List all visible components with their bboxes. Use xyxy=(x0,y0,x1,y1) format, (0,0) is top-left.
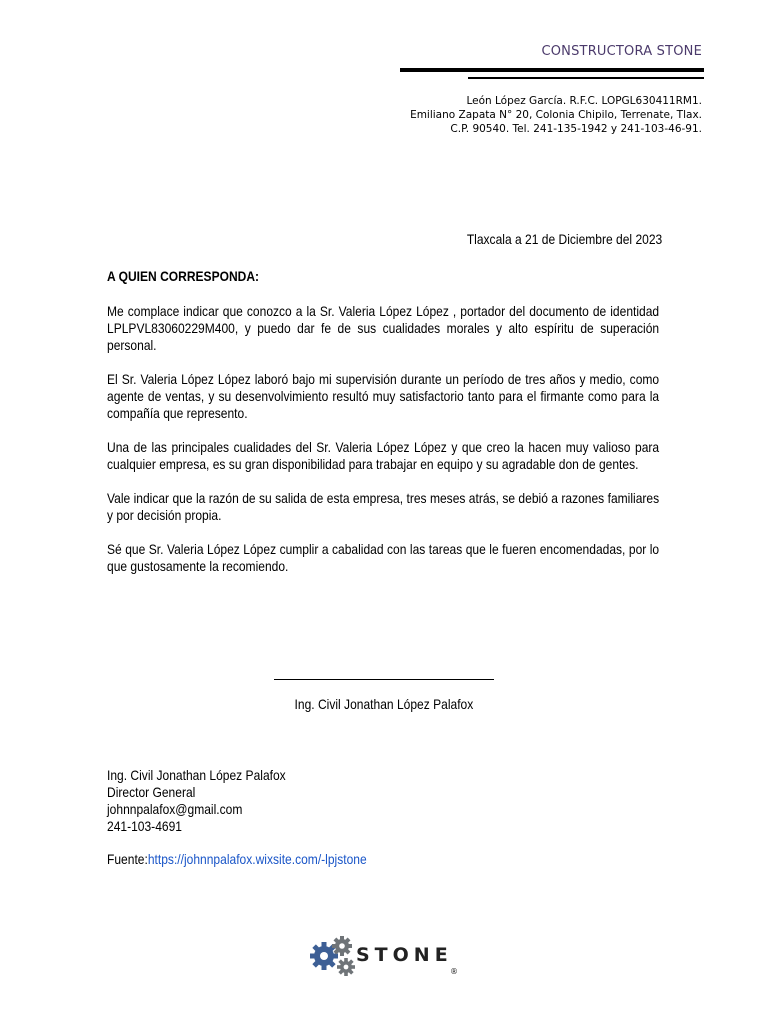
address-line: C.P. 90540. Tel. 241-135-1942 y 241-103-46-91. xyxy=(450,123,702,135)
signature-name: Ing. Civil Jonathan López Palafox xyxy=(294,696,474,712)
paragraph: El Sr. Valeria López López laboró bajo mi supervisión durante un período de tres años y medio, como agente de ventas, y su desenvolvimiento resultó muy satisfactorio tanto para el firmante como para la compañía que represento. xyxy=(107,371,660,421)
paragraph: Una de las principales cualidades del Sr. Valeria López López y que creo la hacen muy valioso para cualquier empresa, es su gran disponibilidad para trabajar en equipo y su agradable don de gentes. xyxy=(107,439,660,472)
contact-block xyxy=(107,767,286,835)
contact-email: johnnpalafox@gmail.com xyxy=(107,801,243,817)
signature-block xyxy=(0,696,768,712)
contact-name: Ing. Civil Jonathan López Palafox xyxy=(107,767,286,783)
contact-title: Director General xyxy=(107,784,196,800)
source-link[interactable]: https://johnnpalafox.wixsite.com/-lpjstone xyxy=(147,851,367,867)
source-label: Fuente: xyxy=(107,851,148,867)
gears-icon xyxy=(306,934,466,978)
paragraph: Sé que Sr. Valeria López López cumplir a cabalidad con las tareas que le fueren encomendadas, por lo que gustosamente la recomiendo. xyxy=(107,541,660,574)
salutation: A QUIEN CORRESPONDA: xyxy=(107,268,260,284)
stone-logo xyxy=(306,934,466,978)
address-line: Emiliano Zapata N° 20, Colonia Chipilo, Terrenate, Tlax. xyxy=(410,109,702,121)
paragraph: Me complace indicar que conozco a la Sr. Valeria López López , portador del documento de identidad LPLPVL83060229M400, y puedo dar fe de sus cualidades morales y alto espíritu de superación personal. xyxy=(107,303,660,353)
company-name: CONSTRUCTORA STONE xyxy=(541,44,702,59)
address-line: León López García. R.F.C. LOPGL630411RM1. xyxy=(466,95,702,107)
logo-text: STONE xyxy=(356,944,453,966)
company-address xyxy=(410,94,702,136)
signature-line xyxy=(274,679,494,680)
source-line xyxy=(107,851,367,867)
header-rule-thin xyxy=(468,77,704,79)
paragraph: Vale indicar que la razón de su salida de esta empresa, tres meses atrás, se debió a razones familiares y por decisión propia. xyxy=(107,490,660,523)
header-rule-thick xyxy=(400,68,704,72)
contact-phone: 241-103-4691 xyxy=(107,818,182,834)
letter-date: Tlaxcala a 21 de Diciembre del 2023 xyxy=(466,231,662,247)
registered-mark: ® xyxy=(450,967,458,976)
